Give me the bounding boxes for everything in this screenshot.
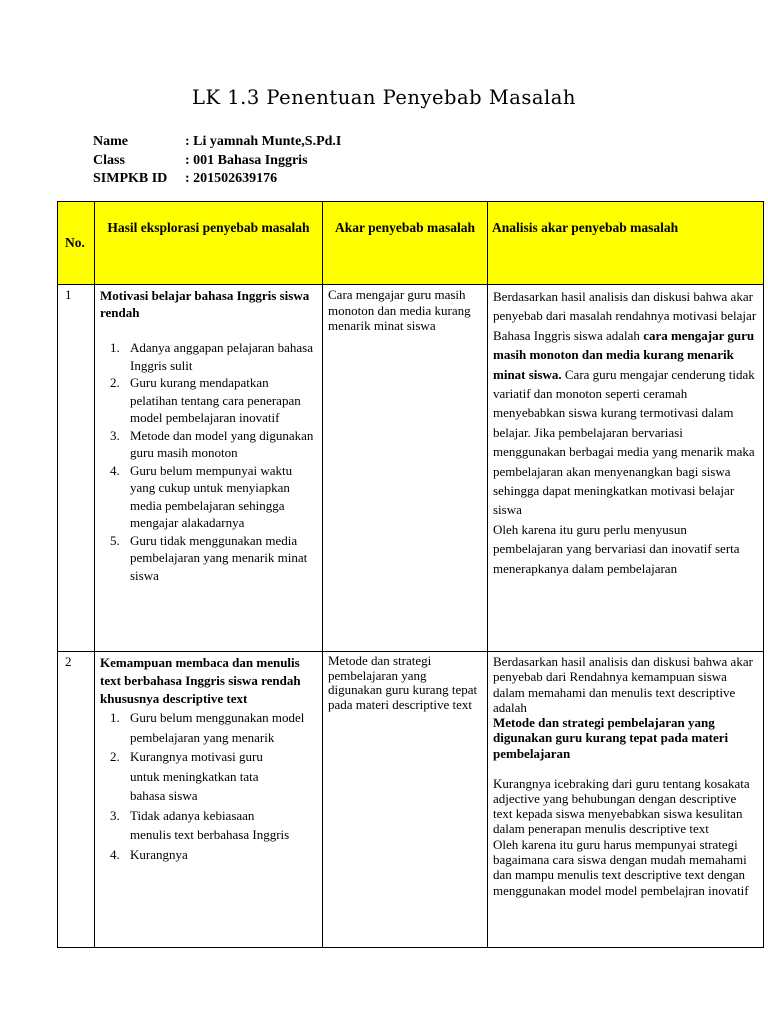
identity-value: : 001 Bahasa Inggris xyxy=(185,152,308,168)
analysis-intro: Berdasarkan hasil analisis dan diskusi bahwa akar penyebab dari masalah rendahnya motivasi belajar Bahasa Inggris siswa adalah xyxy=(493,289,757,343)
header-akar: Akar penyebab masalah xyxy=(323,202,488,285)
identity-label: Class xyxy=(93,152,125,168)
analysis-root-cause: Metode dan strategi pembelajaran yang digunakan guru kurang tepat pada materi pembelajaran xyxy=(493,715,729,761)
list-text: Tidak adanya kebiasaan menulis text berbahasa Inggris xyxy=(130,807,290,842)
row-number-cell xyxy=(58,652,95,948)
list-item xyxy=(110,845,318,865)
list-number: 2. xyxy=(110,375,120,390)
list-number: 5. xyxy=(110,532,120,548)
list-item xyxy=(110,462,318,532)
analysis-intro: Berdasarkan hasil analisis dan diskusi bahwa akar penyebab dari Rendahnya kemampuan siswa dalam memahami dan menulis text descriptive adalah xyxy=(493,654,753,715)
list-number: 4. xyxy=(110,462,120,478)
list-text: Guru belum menggunakan model pembelajaran yang menarik xyxy=(130,710,305,745)
table-row xyxy=(58,652,764,948)
list-item xyxy=(110,708,318,747)
problem-statement: Motivasi belajar bahasa Inggris siswa rendah xyxy=(100,288,310,320)
row-number-cell xyxy=(58,285,95,652)
cause-list xyxy=(100,339,318,584)
table-row xyxy=(58,285,764,652)
list-item xyxy=(110,806,290,845)
analysis-cell xyxy=(488,285,764,652)
analysis-text xyxy=(488,285,763,578)
root-cause-text: Cara mengajar guru masih monoton dan media kurang menarik minat siswa xyxy=(328,287,471,333)
header-hasil: Hasil eksplorasi penyebab masalah xyxy=(95,202,323,285)
cause-list xyxy=(100,708,318,864)
list-text: Guru belum mempunyai waktu yang cukup untuk menyiapkan media pembelajaran sehingga mengajar alakadarnya xyxy=(130,462,293,530)
analysis-root-cause: cara mengajar guru masih monoton dan media kurang menarik minat siswa. xyxy=(493,327,755,382)
list-item xyxy=(110,374,318,427)
identity-label: Name xyxy=(93,134,128,150)
analysis-conclusion: Oleh karena itu guru harus mempunyai strategi bagaimana cara siswa dengan mudah memahami dan mampu menulis text descriptive text dengan menggunakan model model pembelajran inovatif xyxy=(493,836,749,898)
header-no: No. xyxy=(58,202,95,285)
list-number: 1. xyxy=(110,710,120,725)
analysis-conclusion: Oleh karena itu guru perlu menyusun pembelajaran yang bervariasi dan inovatif serta menerapkanya dalam pembelajaran xyxy=(493,521,740,576)
analysis-explanation: Cara guru mengajar cenderung tidak variatif dan monoton seperti ceramah menyebabkan siswa kurang termotivasi dalam belajar. Jika pembelajaran bervariasi menggunakan berbagai media yang menarik maka pembelajaran akan menyenangkan bagi siswa sehingga dapat meningkatkan motivasi belajar siswa xyxy=(493,366,755,518)
header-analisis: Analisis akar penyebab masalah xyxy=(488,202,764,285)
problem-cause-table xyxy=(57,201,764,948)
table-header-row xyxy=(58,202,764,285)
analysis-cell xyxy=(488,652,764,948)
identity-simpkb-row xyxy=(93,170,341,189)
list-item xyxy=(110,747,270,806)
analysis-text xyxy=(488,652,763,898)
list-text: Adanya anggapan pelajaran bahasa Inggris sulit xyxy=(130,340,313,373)
exploration-cell xyxy=(95,285,323,652)
list-number: 3. xyxy=(110,807,120,823)
root-cause-text: Metode dan strategi pembelajaran yang digunakan guru kurang tepat pada materi descriptive text xyxy=(328,653,478,712)
list-item xyxy=(110,427,318,462)
identity-class-row xyxy=(93,152,341,171)
root-cause-cell xyxy=(323,652,488,948)
identity-label: SIMPKB ID xyxy=(93,171,168,187)
list-text: Metode dan model yang digunakan guru masih monoton xyxy=(130,427,314,460)
root-cause-cell xyxy=(323,285,488,652)
document-title: LK 1.3 Penentuan Penyebab Masalah xyxy=(192,86,576,109)
list-number: 3. xyxy=(110,427,120,443)
list-number: 2. xyxy=(110,749,120,764)
list-text: Kurangnya motivasi guru untuk meningkatkan tata bahasa siswa xyxy=(130,749,263,803)
identity-value: : 201502639176 xyxy=(185,171,278,187)
identity-name-row xyxy=(93,133,341,152)
problem-statement: Kemampuan membaca dan menulis text berbahasa Inggris siswa rendah khususnya descriptive text xyxy=(100,655,301,706)
list-item xyxy=(110,339,318,374)
row-number: 2 xyxy=(65,654,72,669)
list-item xyxy=(110,532,318,585)
list-number: 4. xyxy=(110,846,120,862)
row-number: 1 xyxy=(65,287,72,302)
list-text: Kurangnya xyxy=(130,846,188,862)
exploration-cell xyxy=(95,652,323,948)
identity-value: : Li yamnah Munte,S.Pd.I xyxy=(185,134,342,150)
list-text: Guru kurang mendapatkan pelatihan tentang cara penerapan model pembelajaran inovatif xyxy=(130,375,301,425)
identity-block xyxy=(93,133,341,189)
list-number: 1. xyxy=(110,340,120,355)
analysis-explanation: Kurangnya icebraking dari guru tentang kosakata adjective yang behubungan dengan descriptive text kepada siswa menyebabkan siswa kesulitan dalam penerapan menulis descriptive text xyxy=(493,775,750,837)
list-text: Guru tidak menggunakan media pembelajaran yang menarik minat siswa xyxy=(130,532,308,583)
